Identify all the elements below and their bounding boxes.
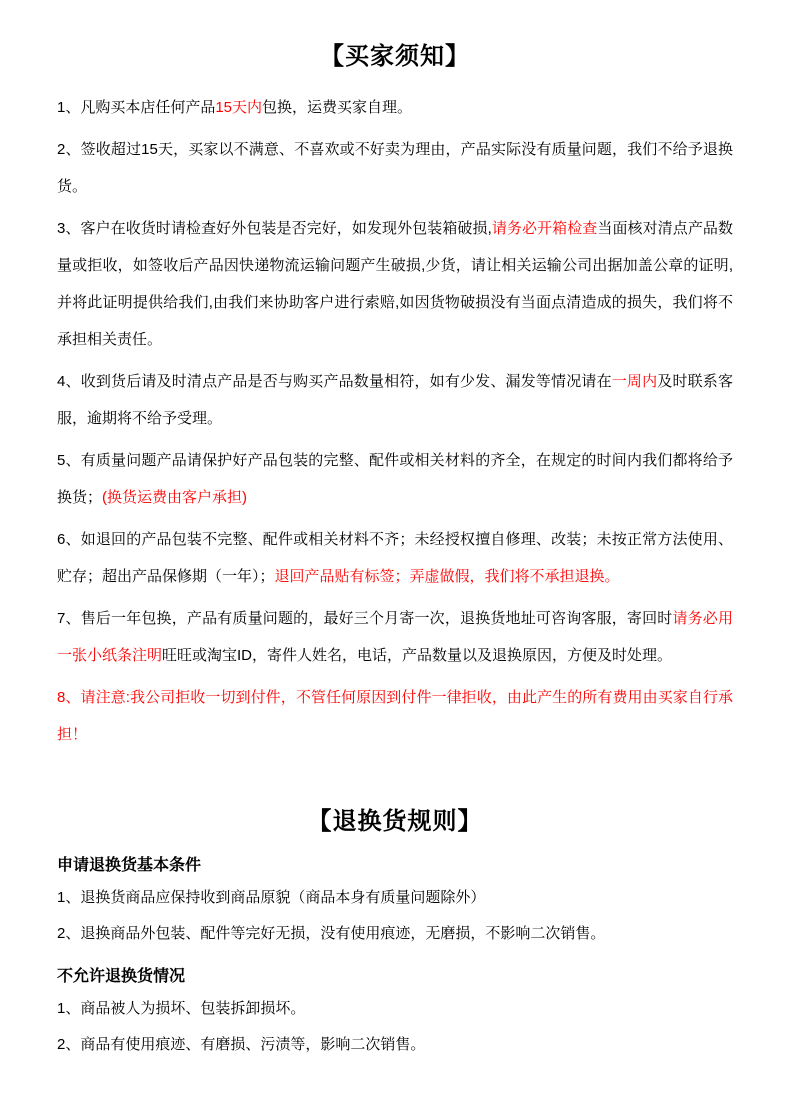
body-text: 6、如退回的产品包装不完整、配件或相关材料不齐；未经授权擅自修理、改装；未按正常方法使用、贮存；超出产品保修期（一年）； bbox=[57, 531, 733, 585]
rule-item: 1、退换货商品应保持收到商品原貌（商品本身有质量问题除外） bbox=[57, 889, 486, 906]
buyer-notice-list bbox=[57, 89, 733, 753]
highlight-text: 请务必用一张小纸条注明 bbox=[57, 610, 733, 664]
buyer-notice-title: 【买家须知】 bbox=[320, 43, 470, 70]
highlight-text: 请务必开箱检查 bbox=[491, 220, 598, 237]
rule-item: 1、商品被人为损坏、包装拆卸损坏。 bbox=[57, 1000, 306, 1017]
notice-paragraph bbox=[57, 679, 733, 753]
rule-section-heading: 申请退换货基本条件 bbox=[57, 857, 202, 874]
rule-item: 2、退换商品外包装、配件等完好无损，没有使用痕迹，无磨损，不影响二次销售。 bbox=[57, 925, 606, 942]
rule-item: 2、商品有使用痕迹、有磨损、污渍等，影响二次销售。 bbox=[57, 1036, 426, 1053]
body-text: 4、收到货后请及时清点产品是否与购买产品数量相符，如有少发、漏发等情况请在 bbox=[57, 373, 612, 390]
body-text: 及时联系客服，逾期将不给予受理。 bbox=[57, 373, 733, 427]
body-text: 3、客户在收货时请检查好外包装是否完好，如发现外包装箱破损, bbox=[57, 220, 492, 237]
body-text: 旺旺或淘宝ID，寄件人姓名，电话，产品数量以及退换原因，方便及时处理。 bbox=[162, 647, 673, 664]
notice-paragraph bbox=[57, 521, 733, 595]
notice-paragraph bbox=[57, 210, 733, 358]
notice-paragraph bbox=[57, 600, 733, 674]
notice-paragraph bbox=[57, 89, 733, 126]
return-rules-title: 【退换货规则】 bbox=[307, 808, 483, 835]
notice-paragraph bbox=[57, 131, 733, 205]
highlight-text: 15天内 bbox=[215, 99, 263, 116]
highlight-text: 8、请注意:我公司拒收一切到付件，不管任何原因到付件一律拒收，由此产生的所有费用由买家自行承担！ bbox=[57, 689, 733, 743]
body-text: 7、售后一年包换，产品有质量问题的，最好三个月寄一次，退换货地址可咨询客服，寄回时 bbox=[57, 610, 673, 627]
body-text: 包换，运费买家自理。 bbox=[262, 99, 413, 116]
highlight-text: 一周内 bbox=[611, 373, 658, 390]
body-text: 1、凡购买本店任何产品 bbox=[57, 99, 216, 116]
notice-paragraph bbox=[57, 363, 733, 437]
return-rules-list bbox=[57, 852, 733, 1058]
body-text: 5、有质量问题产品请保护好产品包装的完整、配件或相关材料的齐全，在规定的时间内我们都将给予换货； bbox=[57, 452, 733, 506]
highlight-text: 退回产品贴有标签；弄虚做假，我们将不承担退换。 bbox=[274, 568, 620, 585]
rule-section-heading: 不允许退换货情况 bbox=[57, 968, 186, 985]
body-text: 当面核对清点产品数量或拒收，如签收后产品因快递物流运输问题产生破损,少货，请让相关运输公司出据加盖公章的证明,并将此证明提供给我们,由我们来协助客户进行索赔,如因货物破损没有当面点清造成的损失，我们将不承担相关责任。 bbox=[57, 220, 733, 348]
body-text: 2、签收超过15天，买家以不满意、不喜欢或不好卖为理由，产品实际没有质量问题，我们不给予退换货。 bbox=[57, 141, 733, 195]
highlight-text: (换货运费由客户承担) bbox=[102, 489, 248, 506]
notice-paragraph bbox=[57, 442, 733, 516]
